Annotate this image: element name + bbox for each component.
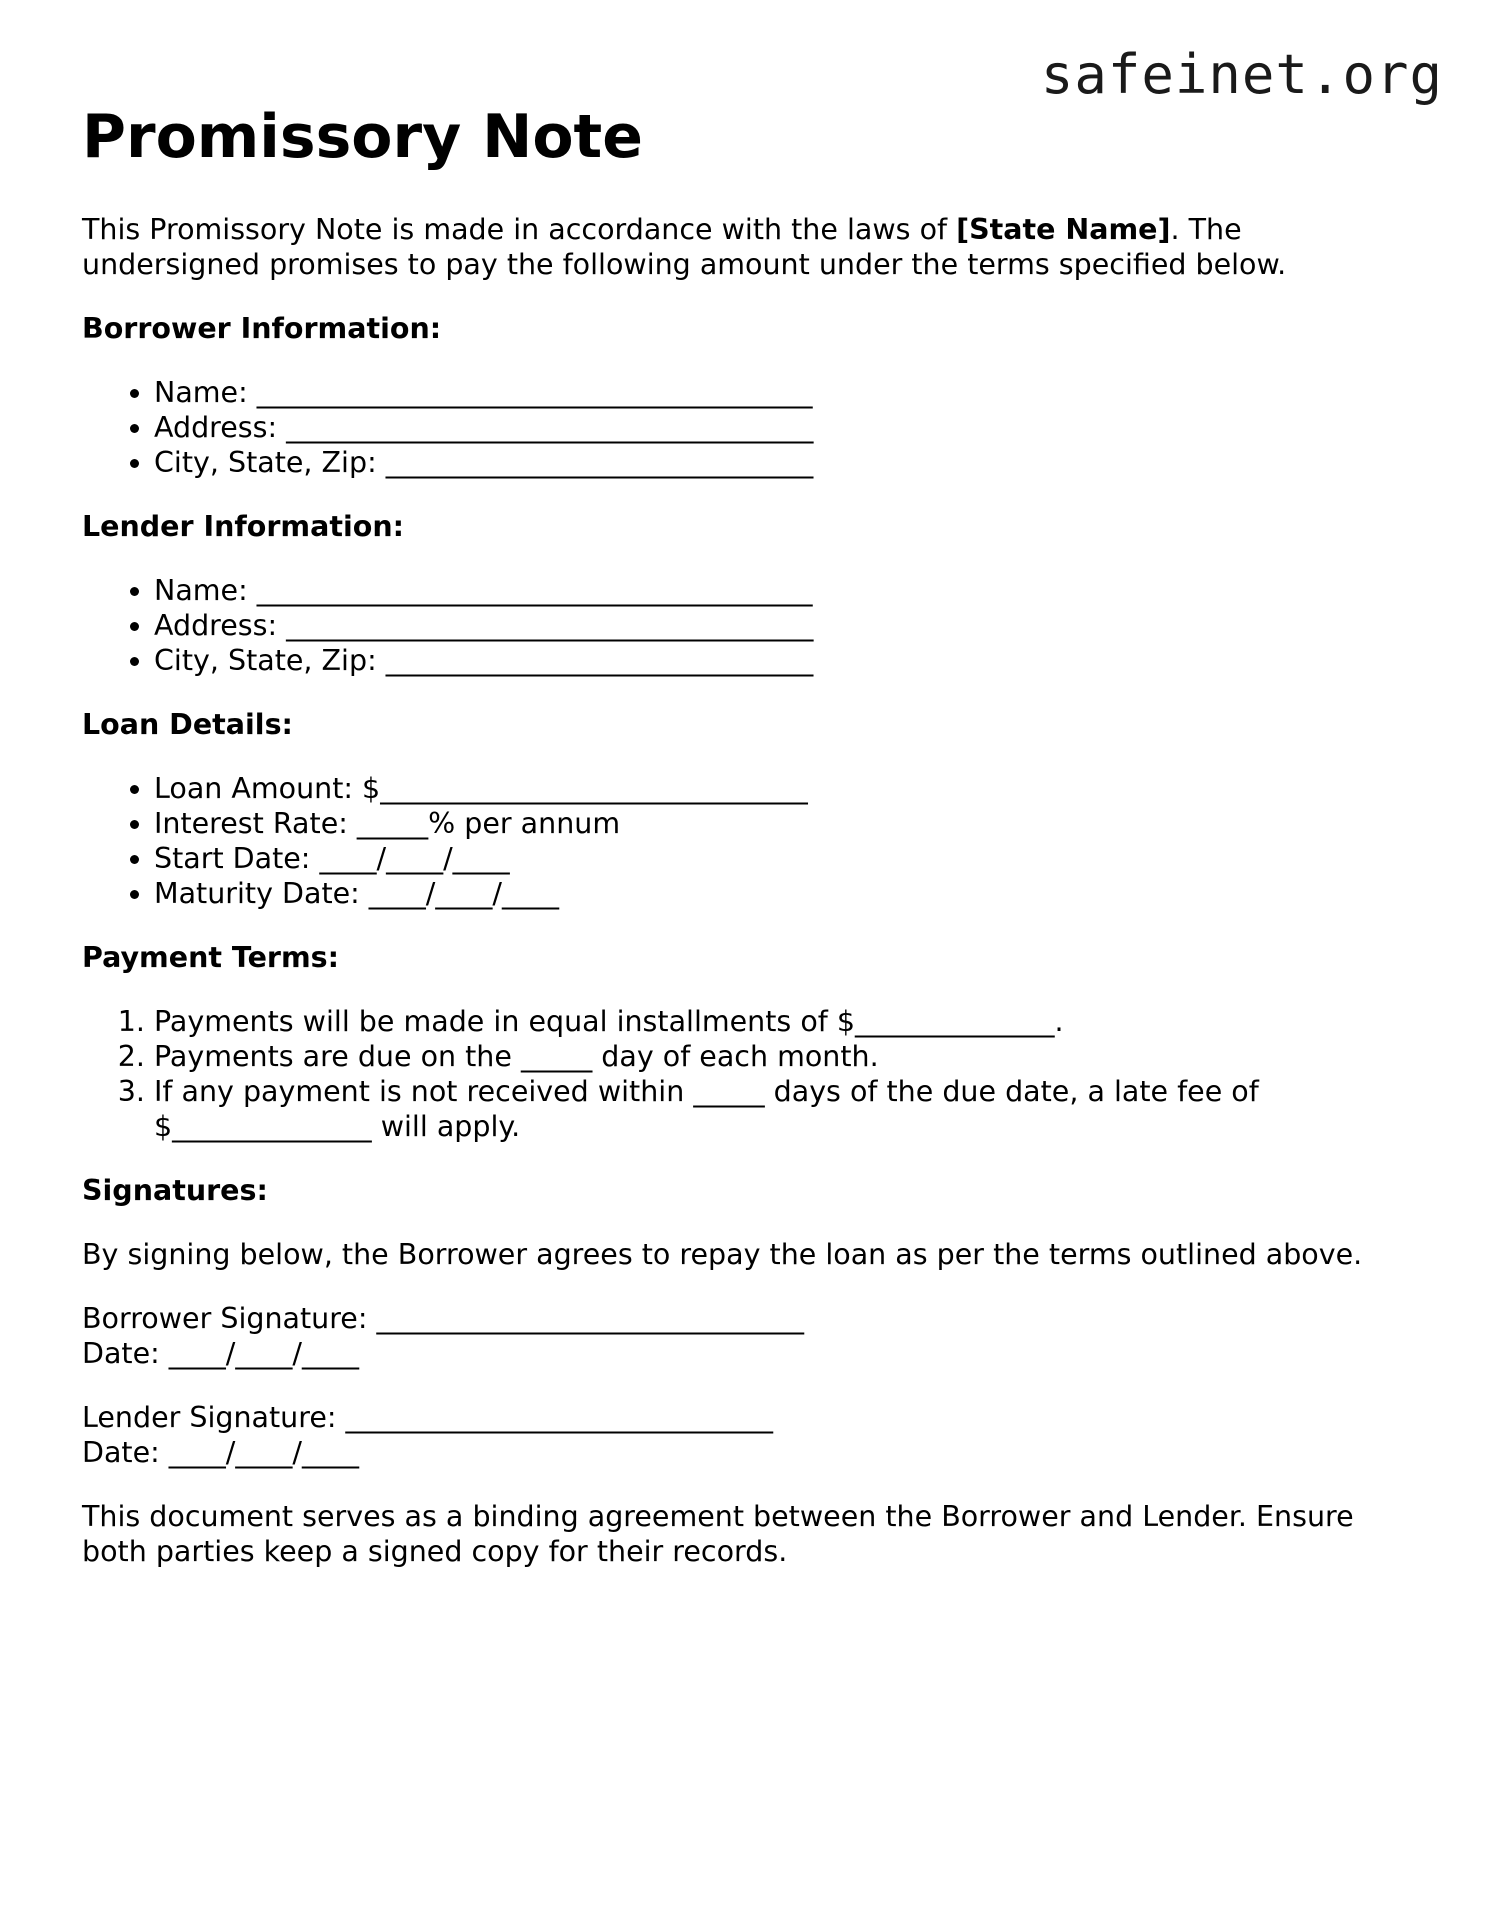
lender-list [82,573,1422,678]
closing-paragraph: This document serves as a binding agreement between the Borrower and Lender. Ensure both parties keep a signed copy for their records. [82,1500,1354,1568]
signature-statement: By signing below, the Borrower agrees to repay the loan as per the terms outlined above. [82,1238,1363,1271]
intro-text-start: This Promissory Note is made in accordance with the laws of [82,213,957,246]
borrower-signature-block [82,1301,1422,1371]
lender-name-field: • Name: _______________________________________ [154,573,1422,608]
intro-text-end: . The undersigned promises to pay the following amount under the terms specified below. [82,213,1287,281]
payment-term-due-day: 2. Payments are due on the _____ day of each month. [154,1039,1422,1074]
borrower-list [82,375,1422,480]
borrower-signature-line: Borrower Signature: ______________________________ [82,1302,805,1335]
borrower-heading: Borrower Information: [82,312,442,345]
page-title: Promissory Note [82,102,643,172]
borrower-address-field: • Address: _____________________________________ [154,410,1422,445]
loan-details-heading: Loan Details: [82,708,293,741]
lender-signature-block [82,1400,1422,1470]
borrower-name-field: • Name: _______________________________________ [154,375,1422,410]
maturity-date-field: • Maturity Date: ____/____/____ [154,876,1422,911]
lender-city-state-zip-field: • City, State, Zip: ______________________________ [154,643,1422,678]
start-date-field: • Start Date: ____/____/____ [154,841,1422,876]
borrower-signature-date: Date: ____/____/____ [82,1337,359,1370]
lender-address-field: • Address: _____________________________________ [154,608,1422,643]
watermark: safeinet.org [1040,43,1443,106]
lender-signature-date: Date: ____/____/____ [82,1436,359,1469]
payment-term-installments: 1. Payments will be made in equal installments of $______________. [154,1004,1422,1039]
borrower-city-state-zip-field: • City, State, Zip: ______________________________ [154,445,1422,480]
payment-terms-heading: Payment Terms: [82,941,340,974]
payment-terms-list [82,1004,1422,1144]
signatures-heading: Signatures: [82,1174,268,1207]
loan-details-list [82,771,1422,911]
intro-paragraph [82,212,1422,282]
lender-signature-line: Lender Signature: ______________________________ [82,1401,774,1434]
lender-heading: Lender Information: [82,510,405,543]
document-body [82,212,1422,1569]
loan-amount-field: • Loan Amount: $______________________________ [154,771,1422,806]
state-name-placeholder: [State Name] [956,213,1171,246]
interest-rate-field: • Interest Rate: _____% per annum [154,806,1422,841]
payment-term-late-fee: 3. If any payment is not received within _____ days of the due date, a late fee of $______________ will apply. [154,1074,1422,1144]
